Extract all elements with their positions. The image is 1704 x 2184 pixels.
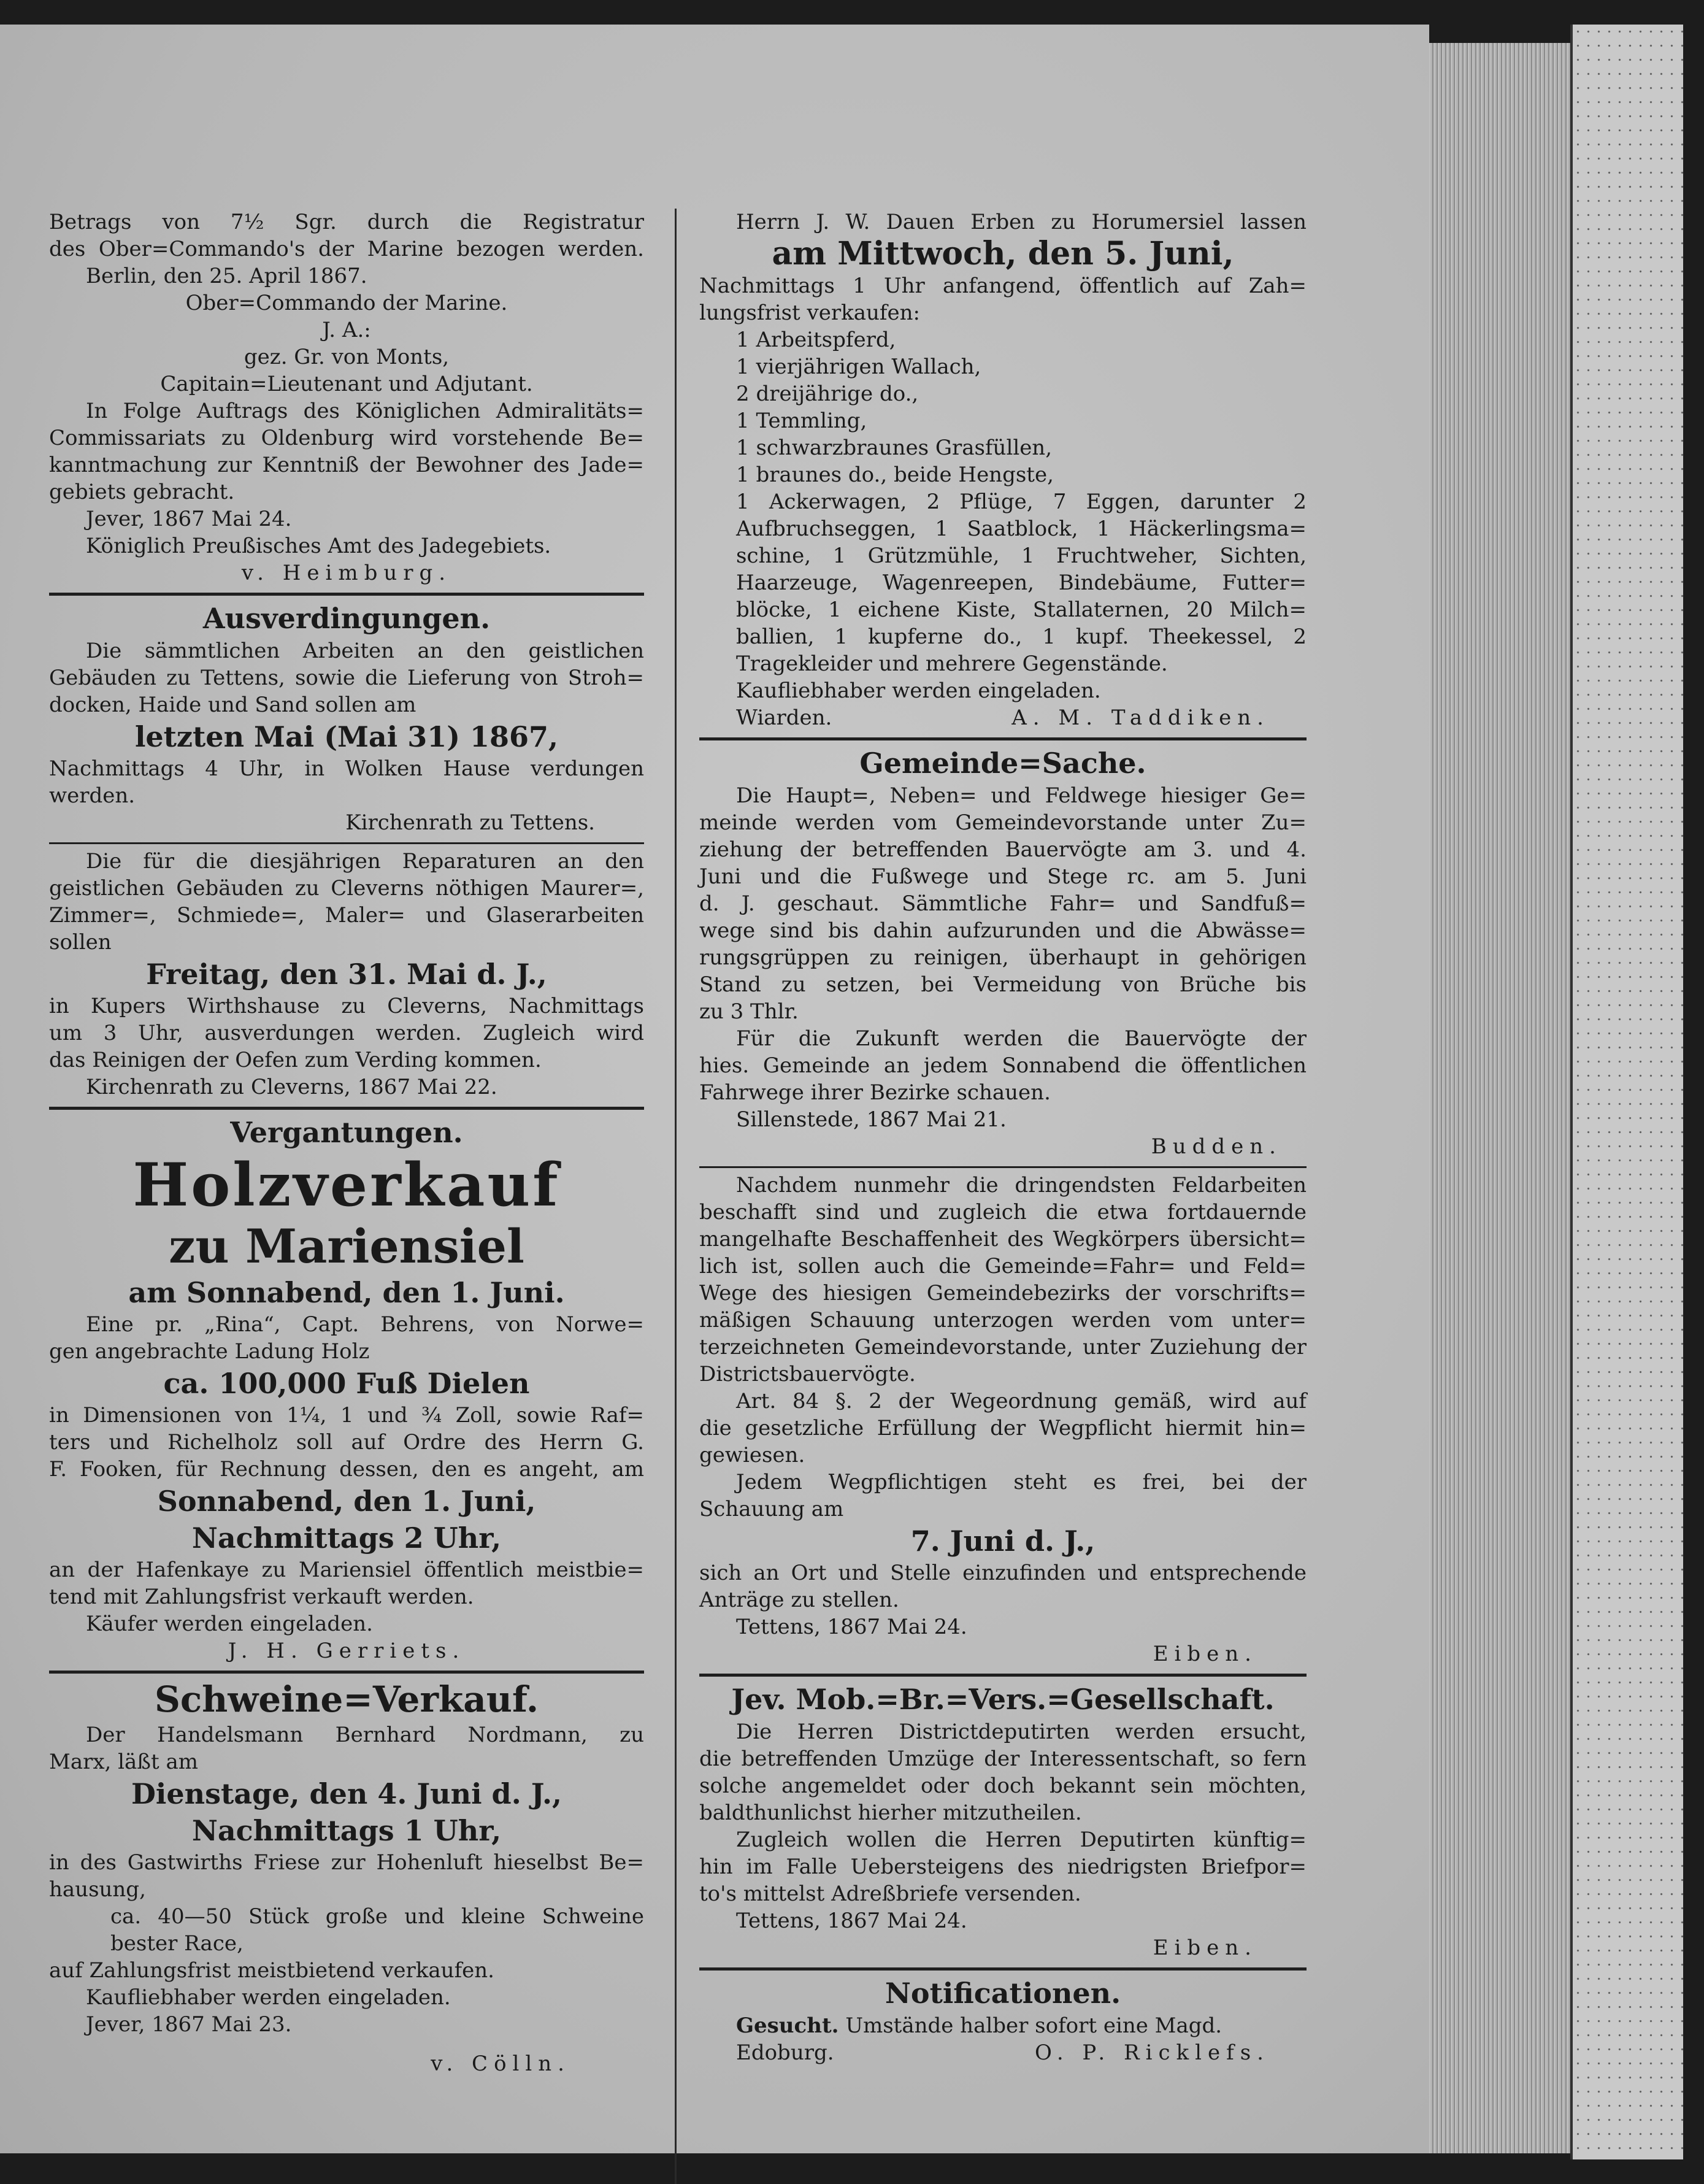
notice-date: letzten Mai (Mai 31) 1867, [134, 720, 559, 753]
text-line: Eine pr. „Rina“, Capt. Behrens, von Norwe= [86, 1312, 644, 1337]
text-line: Der Handelsmann Bernhard Nordmann, zu [86, 1723, 644, 1747]
notice-line [699, 2012, 1307, 2039]
text-line: Capitain=Lieutenant und Adjutant. [160, 372, 533, 396]
text-line: sich an Ort und Stelle einzufinden und entsprechende [699, 1561, 1307, 1585]
text-line: Königlich Preußisches Amt des Jadegebiets. [86, 534, 551, 558]
text-line: Stand zu setzen, bei Vermeidung von Brüche bis [699, 972, 1307, 997]
text-line: to's mittelst Adreßbriefe versenden. [699, 1882, 1081, 1906]
text-line: gebiets gebracht. [49, 480, 235, 504]
text-line: docken, Haide und Sand sollen am [49, 693, 416, 717]
text-line: ballien, 1 kupferne do., 1 kupf. Theekessel, 2 [736, 625, 1307, 649]
text-line: terzeichneten Gemeindevorstande, unter Zuziehung der [699, 1335, 1307, 1359]
text-line: Ober=Commando der Marine. [185, 291, 508, 315]
signature: A. M. Taddiken. [1011, 706, 1270, 730]
text-line: F. Fooken, für Rechnung dessen, den es angeht, am [49, 1457, 644, 1482]
text-line: gewiesen. [699, 1443, 805, 1467]
text-line: Käufer werden eingeladen. [86, 1612, 373, 1636]
place-date: Jever, 1867 Mai 23. [86, 2012, 292, 2037]
text-line: Die sämmtlichen Arbeiten an den geistlichen [86, 639, 644, 663]
text-line: Tragekleider und mehrere Gegenstände. [736, 652, 1168, 676]
signature: Kirchenrath zu Cleverns, 1867 Mai 22. [86, 1075, 497, 1099]
text-line: Nachdem nunmehr die dringendsten Feldarbeiten [736, 1173, 1307, 1198]
notice-date: am Mittwoch, den 5. Juni, [772, 235, 1234, 272]
text-line: Herrn J. W. Dauen Erben zu Horumersiel lassen [736, 210, 1307, 234]
signature: Budden. [1151, 1134, 1282, 1159]
text-line: In Folge Auftrags des Königlichen Admiralitäts= [86, 399, 644, 423]
text-line: Nachmittags 1 Uhr anfangend, öffentlich auf Zah= [699, 274, 1307, 298]
notice-date: 7. Juni d. J., [910, 1525, 1096, 1558]
text-line: lich ist, sollen auch die Gemeinde=Fahr= und Feld= [699, 1254, 1307, 1278]
text-line: Marx, läßt am [49, 1750, 198, 1774]
section-rule [49, 1107, 644, 1110]
text-line: Jedem Wegpflichtigen steht es frei, bei der [736, 1470, 1307, 1494]
text-line: Die Haupt=, Neben= und Feldwege hiesiger Ge= [736, 783, 1307, 808]
text-line: hies. Gemeinde an jedem Sonnabend die öffentlichen [699, 1053, 1307, 1078]
text-line: gen angebrachte Ladung Holz [49, 1339, 370, 1364]
place: Edoburg. [736, 2040, 834, 2065]
text-line: auf Zahlungsfrist meistbietend verkaufen. [49, 1958, 494, 1983]
text-line: an der Hafenkaye zu Mariensiel öffentlich meistbie= [49, 1558, 644, 1582]
text-line: solche angemeldet oder doch bekannt sein möchten, [699, 1774, 1307, 1798]
text-line: Juni und die Fußwege und Stege rc. am 5. Juni [699, 864, 1307, 889]
text-line: das Reinigen der Oefen zum Verding kommen. [49, 1048, 542, 1072]
text-line: die betreffenden Umzüge der Interessentschaft, so fern [699, 1747, 1307, 1771]
section-heading: Gemeinde=Sache. [859, 747, 1146, 780]
section-rule [49, 593, 644, 596]
text-line: Betrags von 7½ Sgr. durch die Registratur [49, 210, 644, 234]
text-line: Schauung am [699, 1497, 844, 1521]
text-line: ca. 40—50 Stück große und kleine Schweine [110, 1904, 644, 1929]
text-line: geistlichen Gebäuden zu Cleverns nöthigen Maurer=, [49, 876, 644, 901]
text-line: d. J. geschaut. Sämmtliche Fahr= und Sandfuß= [699, 891, 1307, 916]
section-rule [49, 842, 644, 844]
place-date: Tettens, 1867 Mai 24. [736, 1909, 967, 1933]
section-rule [49, 1671, 644, 1674]
text-line: Jever, 1867 Mai 24. [86, 507, 292, 531]
text-line: in Kupers Wirthshause zu Cleverns, Nachmittags [49, 994, 644, 1018]
notice-time: Nachmittags 2 Uhr, [191, 1521, 502, 1555]
text-line: Wege des hiesigen Gemeindebezirks der vorschrifts= [699, 1281, 1307, 1305]
text-line: Für die Zukunft werden die Bauervögte der [736, 1026, 1307, 1051]
text-line: des Ober=Commando's der Marine bezogen werden. [49, 237, 644, 261]
text-line: hin im Falle Uebersteigens des niedrigsten Briefpor= [699, 1855, 1307, 1879]
left-column [49, 209, 644, 2077]
section-rule [699, 1674, 1307, 1677]
text-line: mäßigen Schauung unterzogen werden vom unter= [699, 1308, 1307, 1332]
text-line: Zugleich wollen die Herren Deputirten künftig= [736, 1828, 1307, 1852]
signature: Kirchenrath zu Tettens. [345, 810, 595, 835]
text-line: beschafft sind und zugleich die etwa fortdauernde [699, 1200, 1307, 1225]
signature-row [699, 2039, 1307, 2066]
notice-time: Nachmittags 1 Uhr, [191, 1814, 502, 1847]
section-rule [699, 1967, 1307, 1971]
signature-row [699, 704, 1307, 731]
notice-date: Dienstage, den 4. Juni d. J., [131, 1777, 562, 1810]
list-item: 2 dreijährige do., [736, 382, 919, 406]
text-line: Die Herren Districtdeputirten werden ersucht, [736, 1720, 1307, 1744]
place-date: Sillenstede, 1867 Mai 21. [736, 1107, 1007, 1132]
notice-date: Freitag, den 31. Mai d. J., [146, 958, 547, 991]
list-item: 1 Arbeitspferd, [736, 328, 896, 352]
section-heading: Notificationen. [885, 1977, 1121, 2010]
text-line: rungsgrüppen zu reinigen, überhaupt in gehörigen [699, 945, 1307, 970]
text-line: Zimmer=, Schmiede=, Maler= und Glaserarbeiten sollen [49, 903, 644, 955]
text-line: J. A.: [322, 318, 371, 342]
list-item: 1 schwarzbraunes Grasfüllen, [736, 436, 1053, 460]
text-line: Die für die diesjährigen Reparaturen an den [86, 849, 644, 874]
section-rule [699, 737, 1307, 740]
section-heading: Ausverdingungen. [202, 602, 491, 635]
text-line: Gebäuden zu Tettens, sowie die Lieferung von Stroh= [49, 666, 644, 690]
signature: v. Heimburg. [241, 561, 452, 585]
text-line: in Dimensionen von 1¼, 1 und ¾ Zoll, sowie Raf= [49, 1403, 644, 1428]
column-divider [675, 209, 677, 2184]
list-item: 1 braunes do., beide Hengste, [736, 463, 1054, 487]
text-line: werden. [49, 783, 136, 808]
text-line: in des Gastwirths Friese zur Hohenluft hieselbst Be= [49, 1850, 644, 1875]
text-line: Anträge zu stellen. [699, 1588, 899, 1612]
text-line: mangelhafte Beschaffenheit des Wegkörpers übersicht= [699, 1227, 1307, 1252]
right-column [699, 209, 1307, 2066]
section-rule [699, 1166, 1307, 1168]
section-heading: Schweine=Verkauf. [154, 1678, 539, 1720]
text-line: um 3 Uhr, ausverdungen werden. Zugleich wird [49, 1021, 644, 1045]
text-line: gez. Gr. von Monts, [244, 345, 450, 369]
list-item: 1 vierjährigen Wallach, [736, 355, 981, 379]
text-line: kanntmachung zur Kenntniß der Bewohner des Jade= [49, 453, 644, 477]
text-line: Kaufliebhaber werden eingeladen. [86, 1985, 451, 2010]
signature: Eiben. [1153, 1642, 1257, 1666]
text-line: Berlin, den 25. April 1867. [86, 264, 367, 288]
text-line: Nachmittags 4 Uhr, in Wolken Hause verdungen [49, 756, 644, 781]
newspaper-page [0, 25, 1429, 2153]
notice-title: zu Mariensiel [169, 1219, 524, 1274]
signature: J. H. Gerriets. [228, 1639, 466, 1663]
signature: v. Cölln. [431, 2051, 570, 2076]
notice-date: am Sonnabend, den 1. Juni. [128, 1276, 565, 1309]
text-line: schine, 1 Grützmühle, 1 Fruchtweher, Sichten, [736, 544, 1307, 568]
text-line: meinde werden vom Gemeindevorstande unter Zu= [699, 810, 1307, 835]
signature: O. P. Ricklefs. [1034, 2040, 1270, 2065]
notice-lead: Gesucht. [736, 2013, 839, 2038]
text-line: Haarzeuge, Wagenreepen, Bindebäume, Futter= [736, 571, 1307, 595]
signature: Eiben. [1153, 1936, 1257, 1960]
place: Wiarden. [736, 706, 832, 730]
notice-quantity: ca. 100,000 Fuß Dielen [163, 1367, 530, 1400]
text-line: Kaufliebhaber werden eingeladen. [736, 679, 1101, 703]
text-line: Fahrwege ihrer Bezirke schauen. [699, 1080, 1051, 1105]
text-line: ters und Richelholz soll auf Ordre des Herrn G. [49, 1430, 644, 1455]
text-line: tend mit Zahlungsfrist verkauft werden. [49, 1585, 474, 1609]
text-line: baldthunlichst hierher mitzutheilen. [699, 1801, 1082, 1825]
notice-date: Sonnabend, den 1. Juni, [157, 1485, 536, 1518]
text-line: 1 Ackerwagen, 2 Pflüge, 7 Eggen, darunter 2 [736, 490, 1307, 514]
text-line: ziehung der betreffenden Bauervögte am 3. und 4. [699, 837, 1307, 862]
text-line: Aufbruchseggen, 1 Saatblock, 1 Häckerlingsma= [736, 517, 1307, 541]
text-line: bester Race, [110, 1931, 244, 1956]
section-heading: Jev. Mob.=Br.=Vers.=Gesellschaft. [731, 1683, 1275, 1716]
text-line: zu 3 Thlr. [699, 999, 799, 1024]
book-cover [1570, 25, 1683, 2159]
text-line: wege sind bis dahin aufzurunden und die Abwässe= [699, 918, 1307, 943]
text-line: Districtsbauervögte. [699, 1362, 916, 1386]
text-line: blöcke, 1 eichene Kiste, Stallaternen, 20 Milch= [736, 598, 1307, 622]
text-line: Art. 84 §. 2 der Wegeordnung gemäß, wird auf [736, 1389, 1307, 1413]
text-line: hausung, [49, 1877, 146, 1902]
list-item: 1 Temmling, [736, 409, 867, 433]
notice-title: Holzverkauf [132, 1150, 561, 1220]
text-line: die gesetzliche Erfüllung der Wegpflicht hiermit hin= [699, 1416, 1307, 1440]
section-heading: Vergantungen. [230, 1116, 463, 1149]
text-line: lungsfrist verkaufen: [699, 301, 920, 325]
text-line: Commissariats zu Oldenburg wird vorstehende Be= [49, 426, 644, 450]
notice-text: Umstände halber sofort eine Magd. [845, 2013, 1222, 2038]
place-date: Tettens, 1867 Mai 24. [736, 1615, 967, 1639]
